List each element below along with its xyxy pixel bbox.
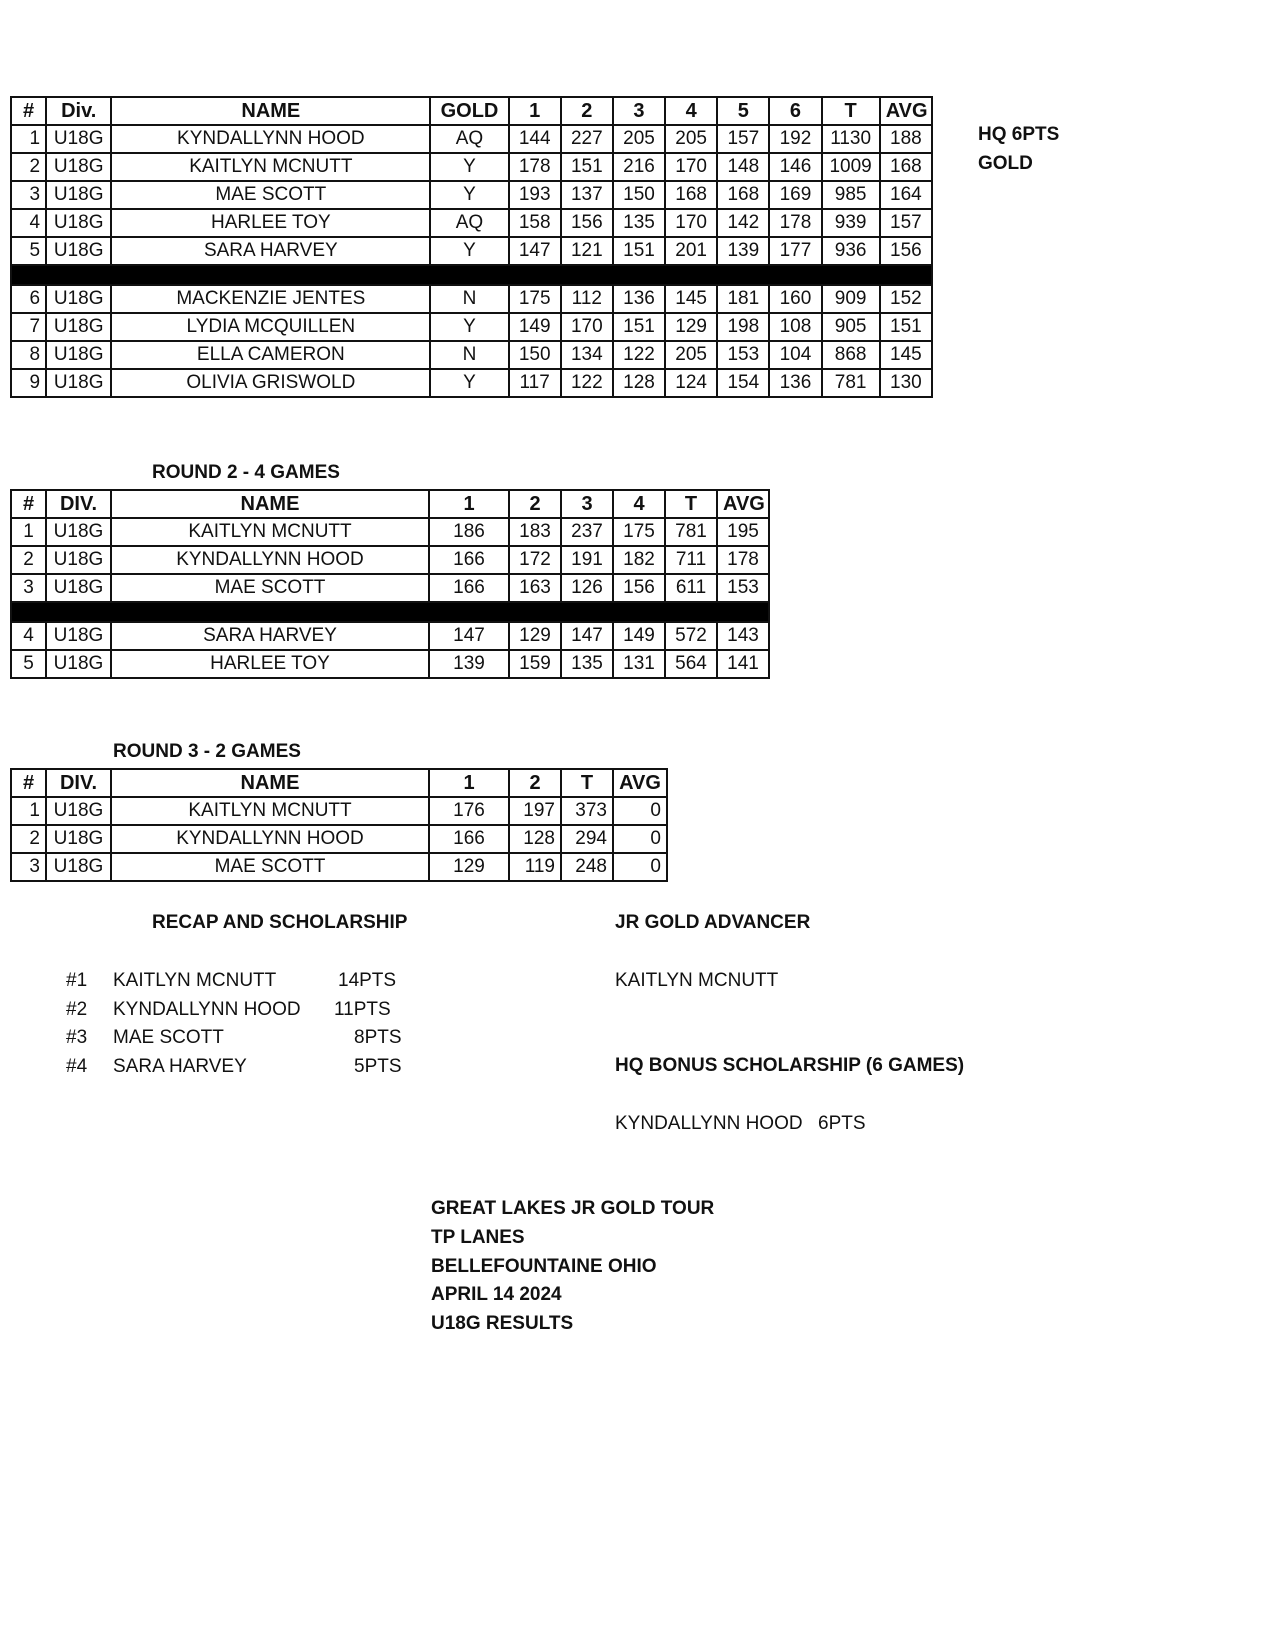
cut-line-divider — [11, 265, 932, 285]
table-cell: 168 — [717, 181, 769, 209]
table-cell: MAE SCOTT — [111, 853, 429, 881]
table-cell: N — [430, 341, 508, 369]
table-cell: 205 — [613, 125, 665, 153]
recap-rank: #3 — [66, 1027, 88, 1048]
table-cell: U18G — [46, 341, 111, 369]
table-cell: 129 — [429, 853, 509, 881]
col-header: T — [665, 490, 717, 518]
table-cell: 178 — [769, 209, 821, 237]
table-cell: 144 — [509, 125, 561, 153]
recap-rank: #1 — [66, 970, 88, 991]
table-cell: U18G — [46, 825, 111, 853]
table-cell: KYNDALLYNN HOOD — [111, 825, 429, 853]
table-cell: 205 — [665, 125, 717, 153]
col-header: # — [11, 769, 46, 797]
table-cell: 186 — [429, 518, 509, 546]
table-cell: 129 — [509, 622, 561, 650]
table-cell: 2 — [11, 546, 46, 574]
table-cell: 3 — [11, 574, 46, 602]
round3-rows — [11, 797, 667, 881]
table-cell: 183 — [509, 518, 561, 546]
col-header: T — [561, 769, 613, 797]
table-cell: 181 — [717, 285, 769, 313]
table-row — [11, 209, 932, 237]
table-cell: U18G — [46, 369, 111, 397]
table-cell: U18G — [46, 181, 111, 209]
table-cell: MAE SCOTT — [111, 181, 430, 209]
table-cell: 166 — [429, 825, 509, 853]
col-header: DIV. — [46, 769, 111, 797]
table-cell: N — [430, 285, 508, 313]
table-cell: 150 — [509, 341, 561, 369]
table-row — [11, 825, 667, 853]
table-cell: 117 — [509, 369, 561, 397]
table-cell: 177 — [769, 237, 821, 265]
table-cell: AQ — [430, 209, 508, 237]
table-cell: 0 — [613, 797, 667, 825]
table-cell: U18G — [46, 622, 111, 650]
table-cell: 169 — [769, 181, 821, 209]
table-cell: U18G — [46, 574, 111, 602]
table-cell: 572 — [665, 622, 717, 650]
table-cell: 124 — [665, 369, 717, 397]
col-header: AVG — [880, 97, 932, 125]
table-row — [11, 341, 932, 369]
table-cell: 136 — [769, 369, 821, 397]
table-cell: 197 — [509, 797, 561, 825]
table-cell: MAE SCOTT — [111, 574, 429, 602]
table-row — [11, 237, 932, 265]
round2-table — [10, 489, 770, 679]
table-cell: 136 — [613, 285, 665, 313]
table-cell: 131 — [613, 650, 665, 678]
hq-bonus-points: 6PTS — [818, 1113, 866, 1134]
table-cell: 1 — [11, 518, 46, 546]
col-header: AVG — [613, 769, 667, 797]
table-cell: 151 — [613, 313, 665, 341]
col-header: 1 — [429, 490, 509, 518]
table-cell: 8 — [11, 341, 46, 369]
table-cell: 781 — [665, 518, 717, 546]
table-cell: 122 — [613, 341, 665, 369]
table-cell: Y — [430, 237, 508, 265]
col-header: 4 — [613, 490, 665, 518]
table-cell: 905 — [822, 313, 880, 341]
table-cell: 119 — [509, 853, 561, 881]
table-cell: 216 — [613, 153, 665, 181]
round2-title: ROUND 2 - 4 GAMES — [152, 462, 340, 483]
table-cell: Y — [430, 181, 508, 209]
table-cell: 7 — [11, 313, 46, 341]
col-header: 4 — [665, 97, 717, 125]
col-header: # — [11, 97, 46, 125]
col-header: AVG — [717, 490, 769, 518]
hq-bonus-name: KYNDALLYNN HOOD — [615, 1113, 803, 1134]
table-cell: 781 — [822, 369, 880, 397]
col-header: DIV. — [46, 490, 111, 518]
table-cell: MACKENZIE JENTES — [111, 285, 430, 313]
table-row — [11, 285, 932, 313]
table-cell: ELLA CAMERON — [111, 341, 430, 369]
col-header: 3 — [613, 97, 665, 125]
col-header: 3 — [561, 490, 613, 518]
table-cell: 178 — [717, 546, 769, 574]
table-cell: 248 — [561, 853, 613, 881]
table-cell: 985 — [822, 181, 880, 209]
table-cell: Y — [430, 313, 508, 341]
footer-line-tour: GREAT LAKES JR GOLD TOUR — [431, 1198, 715, 1219]
table-row — [11, 125, 932, 153]
table-cell: 142 — [717, 209, 769, 237]
table-cell: 191 — [561, 546, 613, 574]
table-cell: 151 — [880, 313, 932, 341]
table-cell: 157 — [880, 209, 932, 237]
round3-title: ROUND 3 - 2 GAMES — [113, 741, 301, 762]
table-cell: 3 — [11, 853, 46, 881]
recap-title: RECAP AND SCHOLARSHIP — [152, 912, 408, 933]
table-cell: 170 — [665, 209, 717, 237]
hq-bonus-title: HQ BONUS SCHOLARSHIP (6 GAMES) — [615, 1055, 965, 1076]
table-cell: 227 — [561, 125, 613, 153]
table-cell: 2 — [11, 153, 46, 181]
table-cell: SARA HARVEY — [111, 237, 430, 265]
table-cell: 139 — [429, 650, 509, 678]
table-cell: 139 — [717, 237, 769, 265]
table-cell: OLIVIA GRISWOLD — [111, 369, 430, 397]
table-cell: 145 — [665, 285, 717, 313]
table-cell: 939 — [822, 209, 880, 237]
table-cell: 126 — [561, 574, 613, 602]
table-cell: 868 — [822, 341, 880, 369]
table-cell: 1 — [11, 125, 46, 153]
table-cell: 122 — [561, 369, 613, 397]
table-row — [11, 313, 932, 341]
cut-line-divider — [11, 602, 769, 622]
table-cell: 0 — [613, 825, 667, 853]
table-cell: 154 — [717, 369, 769, 397]
table-cell: 135 — [613, 209, 665, 237]
recap-name: KYNDALLYNN HOOD — [113, 999, 301, 1020]
table-cell: 158 — [509, 209, 561, 237]
col-header: NAME — [111, 769, 429, 797]
table-cell: 6 — [11, 285, 46, 313]
table-cell: 108 — [769, 313, 821, 341]
round3-table — [10, 768, 668, 882]
table-cell: 205 — [665, 341, 717, 369]
table-cell: HARLEE TOY — [111, 650, 429, 678]
table-cell: SARA HARVEY — [111, 622, 429, 650]
table-cell: 149 — [613, 622, 665, 650]
col-header: GOLD — [430, 97, 508, 125]
table-cell: 175 — [509, 285, 561, 313]
table-cell: 175 — [613, 518, 665, 546]
table-cell: 198 — [717, 313, 769, 341]
table-cell: Y — [430, 153, 508, 181]
col-header: 5 — [717, 97, 769, 125]
table-cell: U18G — [46, 153, 111, 181]
table-cell: 168 — [880, 153, 932, 181]
table-cell: 160 — [769, 285, 821, 313]
table-cell: 159 — [509, 650, 561, 678]
table-row — [11, 546, 769, 574]
table-cell: 4 — [11, 209, 46, 237]
round3-header-row — [11, 769, 667, 797]
recap-name: SARA HARVEY — [113, 1056, 247, 1077]
col-header: NAME — [111, 490, 429, 518]
table-cell: 153 — [717, 341, 769, 369]
table-cell: U18G — [46, 125, 111, 153]
table-cell: 148 — [717, 153, 769, 181]
table-cell: 145 — [880, 341, 932, 369]
table-cell: 130 — [880, 369, 932, 397]
table-cell: Y — [430, 369, 508, 397]
table-cell: 147 — [561, 622, 613, 650]
table-cell: 151 — [561, 153, 613, 181]
recap-points: 5PTS — [354, 1056, 402, 1077]
table-cell: 166 — [429, 574, 509, 602]
table-cell: 5 — [11, 237, 46, 265]
table-cell: 711 — [665, 546, 717, 574]
table-cell: 156 — [613, 574, 665, 602]
table-cell: 163 — [509, 574, 561, 602]
footer-line-results: U18G RESULTS — [431, 1313, 574, 1334]
table-cell: 166 — [429, 546, 509, 574]
advancer-name: KAITLYN MCNUTT — [615, 970, 779, 991]
table-row — [11, 622, 769, 650]
table-cell: 104 — [769, 341, 821, 369]
hq-note: HQ 6PTS — [978, 124, 1060, 145]
table-row — [11, 797, 667, 825]
table-row — [11, 853, 667, 881]
footer-line-location: BELLEFOUNTAINE OHIO — [431, 1256, 657, 1277]
table-cell: U18G — [46, 313, 111, 341]
table-row — [11, 518, 769, 546]
table-cell: 564 — [665, 650, 717, 678]
col-header: 2 — [561, 97, 613, 125]
table-cell: KAITLYN MCNUTT — [111, 518, 429, 546]
table-cell: 294 — [561, 825, 613, 853]
table-cell: 1 — [11, 797, 46, 825]
table-cell: 151 — [613, 237, 665, 265]
table-cell: U18G — [46, 285, 111, 313]
table-cell: 201 — [665, 237, 717, 265]
col-header: 2 — [509, 769, 561, 797]
table-cell: HARLEE TOY — [111, 209, 430, 237]
table-cell: 9 — [11, 369, 46, 397]
table-cell: U18G — [46, 797, 111, 825]
table-cell: KYNDALLYNN HOOD — [111, 125, 430, 153]
table-cell: 193 — [509, 181, 561, 209]
table-cell: KYNDALLYNN HOOD — [111, 546, 429, 574]
col-header: T — [822, 97, 880, 125]
footer-line-date: APRIL 14 2024 — [431, 1284, 562, 1305]
table-cell: 1009 — [822, 153, 880, 181]
table-cell: 112 — [561, 285, 613, 313]
round1-table — [10, 96, 933, 398]
table-cell: U18G — [46, 518, 111, 546]
table-cell: 2 — [11, 825, 46, 853]
table-cell: 156 — [561, 209, 613, 237]
table-cell: 153 — [717, 574, 769, 602]
col-header: 2 — [509, 490, 561, 518]
recap-rank: #2 — [66, 999, 88, 1020]
gold-note: GOLD — [978, 153, 1033, 174]
table-cell: 156 — [880, 237, 932, 265]
table-row — [11, 369, 932, 397]
table-row — [11, 153, 932, 181]
col-header: Div. — [46, 97, 111, 125]
round2-cut-line — [11, 602, 769, 622]
table-cell: 152 — [880, 285, 932, 313]
table-cell: 0 — [613, 853, 667, 881]
table-cell: 134 — [561, 341, 613, 369]
table-cell: 3 — [11, 181, 46, 209]
table-cell: 170 — [561, 313, 613, 341]
table-cell: 1130 — [822, 125, 880, 153]
col-header: NAME — [111, 97, 430, 125]
table-cell: KAITLYN MCNUTT — [111, 797, 429, 825]
table-cell: 128 — [509, 825, 561, 853]
round2-qualifiers — [11, 518, 769, 602]
table-cell: U18G — [46, 546, 111, 574]
table-cell: 5 — [11, 650, 46, 678]
recap-name: KAITLYN MCNUTT — [113, 970, 277, 991]
round1-cut-line — [11, 265, 932, 285]
table-cell: 178 — [509, 153, 561, 181]
table-cell: 129 — [665, 313, 717, 341]
table-cell: 149 — [509, 313, 561, 341]
table-cell: 4 — [11, 622, 46, 650]
table-cell: 172 — [509, 546, 561, 574]
table-cell: 182 — [613, 546, 665, 574]
recap-rank: #4 — [66, 1056, 88, 1077]
table-cell: 121 — [561, 237, 613, 265]
table-cell: 147 — [429, 622, 509, 650]
table-cell: 909 — [822, 285, 880, 313]
table-row — [11, 574, 769, 602]
table-cell: 936 — [822, 237, 880, 265]
table-cell: AQ — [430, 125, 508, 153]
table-cell: 157 — [717, 125, 769, 153]
table-row — [11, 181, 932, 209]
table-cell: 147 — [509, 237, 561, 265]
footer-line-venue: TP LANES — [431, 1227, 525, 1248]
table-cell: LYDIA MCQUILLEN — [111, 313, 430, 341]
table-cell: 135 — [561, 650, 613, 678]
table-cell: 168 — [665, 181, 717, 209]
round2-non-qualifiers — [11, 622, 769, 678]
table-cell: 146 — [769, 153, 821, 181]
round1-header-row — [11, 97, 932, 125]
table-cell: 137 — [561, 181, 613, 209]
table-cell: 128 — [613, 369, 665, 397]
table-cell: 195 — [717, 518, 769, 546]
table-cell: U18G — [46, 237, 111, 265]
round2-header-row — [11, 490, 769, 518]
table-cell: 188 — [880, 125, 932, 153]
table-cell: 150 — [613, 181, 665, 209]
col-header: 6 — [769, 97, 821, 125]
col-header: 1 — [429, 769, 509, 797]
table-cell: 611 — [665, 574, 717, 602]
col-header: # — [11, 490, 46, 518]
table-row — [11, 650, 769, 678]
recap-name: MAE SCOTT — [113, 1027, 224, 1048]
round1-non-qualifiers — [11, 285, 932, 397]
table-cell: 192 — [769, 125, 821, 153]
advancer-title: JR GOLD ADVANCER — [615, 912, 811, 933]
table-cell: 170 — [665, 153, 717, 181]
table-cell: U18G — [46, 209, 111, 237]
recap-points: 8PTS — [354, 1027, 402, 1048]
table-cell: KAITLYN MCNUTT — [111, 153, 430, 181]
table-cell: U18G — [46, 853, 111, 881]
table-cell: U18G — [46, 650, 111, 678]
table-cell: 164 — [880, 181, 932, 209]
round1-qualifiers — [11, 125, 932, 265]
table-cell: 141 — [717, 650, 769, 678]
table-cell: 237 — [561, 518, 613, 546]
table-cell: 373 — [561, 797, 613, 825]
table-cell: 176 — [429, 797, 509, 825]
table-cell: 143 — [717, 622, 769, 650]
recap-points: 14PTS — [338, 970, 397, 991]
recap-points: 11PTS — [334, 999, 391, 1020]
col-header: 1 — [509, 97, 561, 125]
